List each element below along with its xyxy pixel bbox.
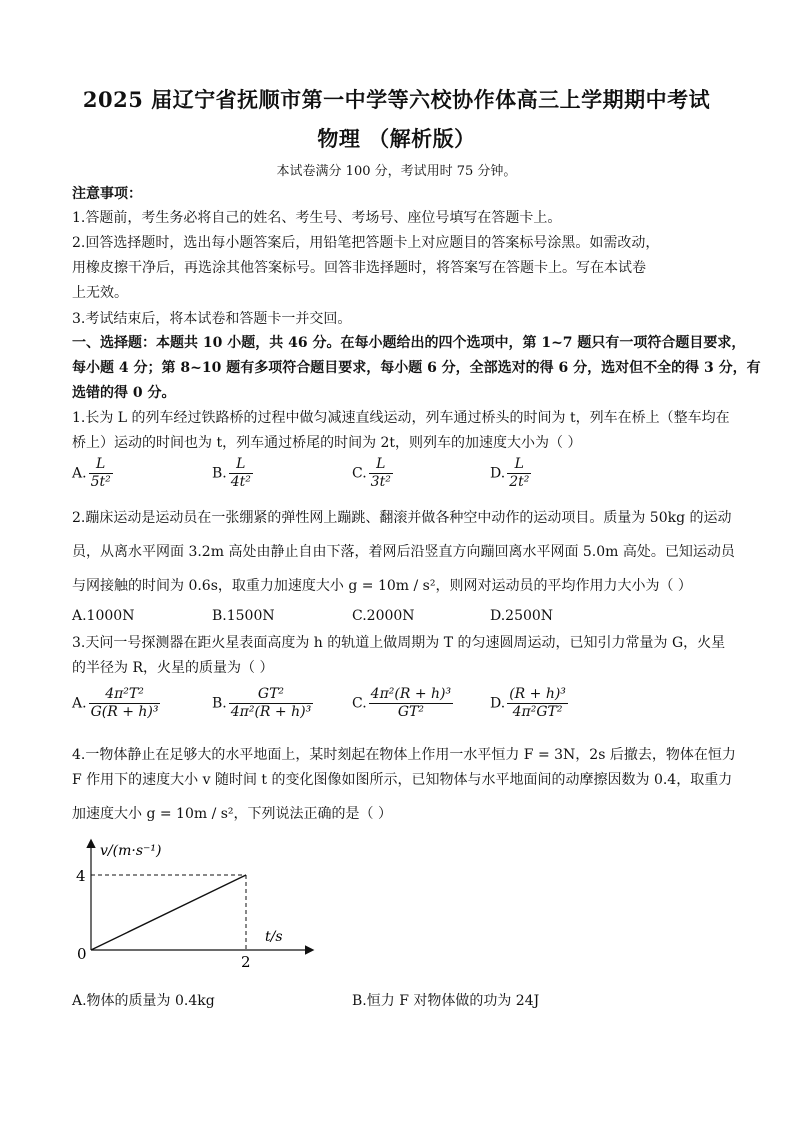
section1-line3: 选错的得 0 分。 [72, 385, 176, 401]
section1-line2: 每小题 4 分；第 8~10 题有多项符合题目要求，每小题 6 分，全部选对的得 6 分，选对但不全的得 3 分，有 [72, 360, 761, 376]
q2-option-b: B.1500N [212, 608, 275, 624]
notice-item-2c: 上无效。 [72, 285, 128, 301]
notice-heading: 注意事项： [72, 186, 142, 202]
q3-line1: 3.天问一号探测器在距火星表面高度为 h 的轨道上做周期为 T 的匀速圆周运动，已知引力常量为 G，火星 [72, 635, 726, 651]
origin-label: 0 [77, 945, 87, 963]
exam-subtitle: 物理 （解析版） [317, 126, 476, 151]
q3-option-d: D. $\frac{\text{(R + h)³}}{\text{4π²GT²}}$ [490, 686, 566, 720]
q4-line2: F 作用下的速度大小 v 随时间 t 的变化图像如图所示，已知物体与水平地面间的动摩擦因数为 0.4，取重力 [72, 772, 733, 788]
velocity-time-graph [60, 835, 320, 975]
q2-option-a: A.1000N [72, 608, 135, 624]
notice-item-3: 3.考试结束后，将本试卷和答题卡一并交回。 [72, 311, 352, 327]
q4-line1: 4.一物体静止在足够大的水平地面上，某时刻起在物体上作用一水平恒力 F = 3N，2s 后撤去，物体在恒力 [72, 747, 736, 763]
notice-item-2b: 用橡皮擦干净后，再选涂其他答案标号。回答非选择题时，将答案写在答题卡上。写在本试卷 [72, 260, 646, 276]
exam-title: 2025 届辽宁省抚顺市第一中学等六校协作体高三上学期期中考试 [82, 87, 711, 112]
q2-option-d: D.2500N [490, 608, 554, 624]
q4-option-b: B.恒力 F 对物体做的功为 24J [352, 993, 540, 1009]
x-tick-label: 2 [241, 953, 251, 971]
x-axis-label: t/s [265, 929, 283, 945]
velocity-line [91, 875, 246, 950]
q2-line1: 2.蹦床运动是运动员在一张绷紧的弹性网上蹦跳、翻滚并做各种空中动作的运动项目。质量为 50kg 的运动 [72, 510, 732, 526]
notice-item-1: 1.答题前，考生务必将自己的姓名、考生号、考场号、座位号填写在答题卡上。 [72, 210, 562, 226]
q2-line2: 员，从离水平网面 3.2m 高处由静止自由下落，着网后沿竖直方向蹦回离水平网面 5.0m 高处。已知运动员 [72, 544, 735, 560]
y-axis-label: v/(m·s⁻¹) [100, 843, 162, 859]
notice-item-2a: 2.回答选择题时，选出每小题答案后，用铅笔把答题卡上对应题目的答案标号涂黑。如需改动， [72, 235, 660, 251]
q4-option-a: A.物体的质量为 0.4kg [72, 993, 215, 1009]
section1-line1: 一、选择题：本题共 10 小题，共 46 分。在每小题给出的四个选项中，第 1~7 题只有一项符合题目要求， [72, 335, 746, 351]
q3-option-c: C. $\frac{\text{4π²(R + h)³}}{\text{GT²}}$ [352, 686, 452, 720]
q2-option-c: C.2000N [352, 608, 415, 624]
q3-option-b: B. $\frac{\text{GT²}}{\text{4π²(R + h)³}}$ [212, 686, 312, 720]
q2-line3: 与网接触的时间为 0.6s，取重力加速度大小 g = 10m / s²，则网对运动员的平均作用力大小为（ ） [72, 578, 692, 594]
q1-option-a: A. $\frac{L}{\text{5t²}}$ [72, 456, 111, 490]
q1-option-d: D. $\frac{L}{\text{2t²}}$ [490, 456, 530, 490]
q1-line2: 桥上）运动的时间也为 t，列车通过桥尾的时间为 2t，则列车的加速度大小为（ ） [72, 435, 582, 451]
q1-option-c: C. $\frac{L}{\text{3t²}}$ [352, 456, 391, 490]
exam-note: 本试卷满分 100 分，考试用时 75 分钟。 [276, 164, 517, 179]
q4-line3: 加速度大小 g = 10m / s²，下列说法正确的是（ ） [72, 806, 392, 822]
q3-option-a: A. $\frac{\text{4π²T²}}{\text{G(R + h)³}}$ [72, 686, 159, 720]
q3-line2: 的半径为 R，火星的质量为（ ） [72, 660, 274, 676]
y-tick-label: 4 [76, 867, 86, 885]
q1-line1: 1.长为 L 的列车经过铁路桥的过程中做匀减速直线运动，列车通过桥头的时间为 t，列车在桥上（整车均在 [72, 410, 730, 426]
q1-option-b: B. $\frac{L}{\text{4t²}}$ [212, 456, 251, 490]
